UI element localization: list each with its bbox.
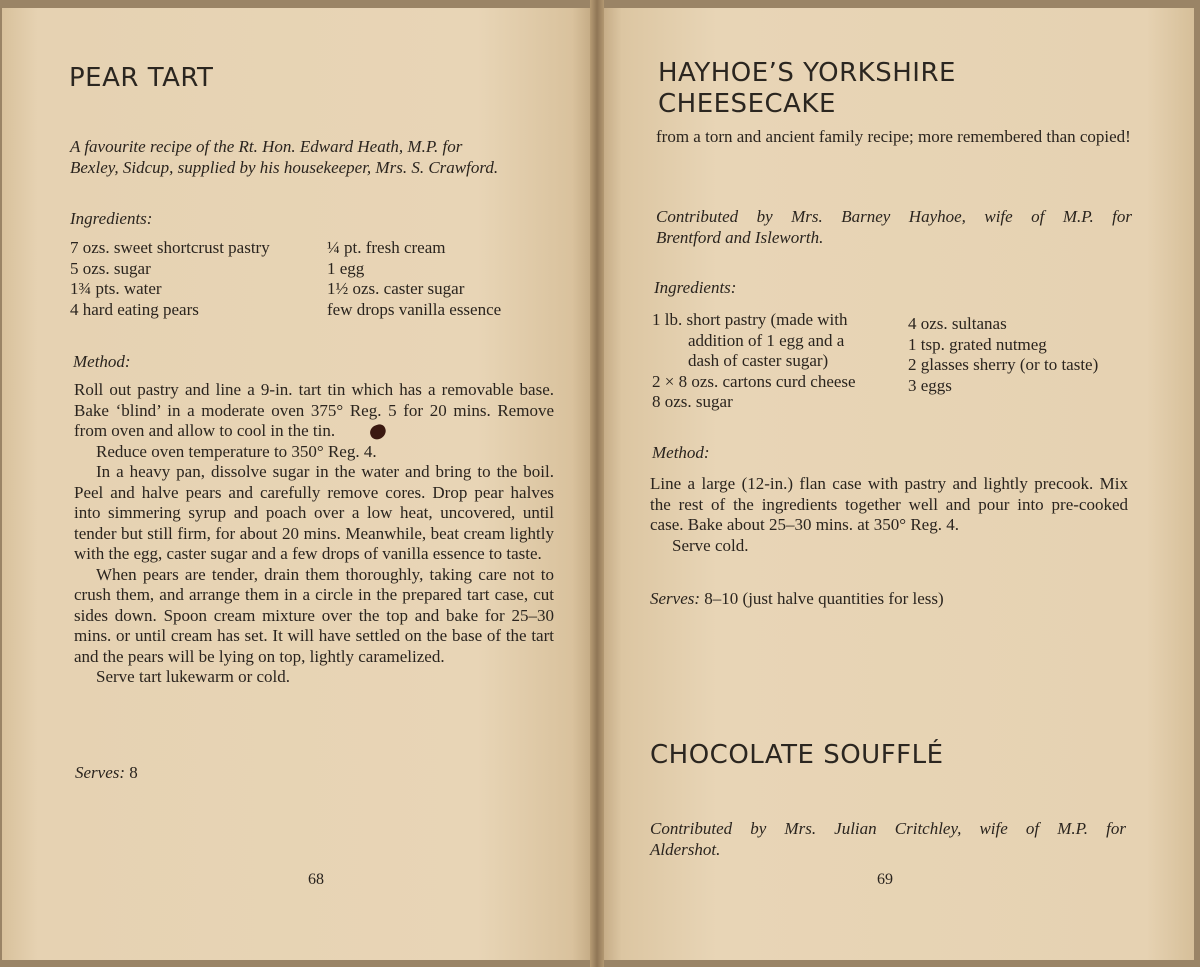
ingredient-item: 1½ ozs. caster sugar (327, 279, 465, 298)
cheesecake-contributor-line-2: Brentford and Isleworth. (656, 228, 824, 247)
ingredient-item: 3 eggs (908, 375, 952, 395)
ingredient-item: few drops vanilla essence (327, 299, 502, 319)
book-gutter (590, 0, 604, 967)
chocolate-souffle-title: CHOCOLATE SOUFFLÉ (650, 740, 944, 770)
cheesecake-title-line-1: HAYHOE’S YORKSHIRE (658, 58, 956, 88)
ingredient-item: addition of 1 egg and a (688, 330, 845, 350)
pear-tart-intro-line-2: Bexley, Sidcup, supplied by his housekeeper, Mrs. S. Crawford. (70, 158, 499, 177)
pear-tart-intro-line-1: A favourite recipe of the Rt. Hon. Edward Heath, M.P. for (70, 137, 463, 156)
cheesecake-ingredients-col-1 (652, 310, 856, 413)
pear-tart-ingredients-label: Ingredients: (70, 209, 153, 228)
page-number-left: 68 (308, 871, 324, 888)
cheesecake-contributor (656, 206, 1132, 248)
cheesecake-intro: from a torn and ancient family recipe; more remembered than copied! (656, 127, 1131, 146)
ingredient-item: 2 × 8 ozs. cartons curd cheese (652, 371, 856, 391)
cheesecake-serves (650, 589, 944, 610)
ingredient-item: 1 egg (327, 258, 365, 278)
cheesecake-title-line-2: CHEESECAKE (658, 89, 836, 119)
pear-tart-title: PEAR TART (69, 63, 214, 93)
ingredient-item: 4 ozs. sultanas (908, 314, 1007, 333)
cheesecake-ingredients-col-2 (908, 314, 1098, 396)
ingredient-item: 2 glasses sherry (or to taste) (908, 355, 1099, 374)
souffle-contributor-line-2: Aldershot. (650, 840, 721, 859)
page-number-right: 69 (877, 871, 893, 888)
cheesecake-title (658, 58, 956, 120)
pear-tart-intro (70, 136, 548, 178)
cheesecake-method-label: Method: (652, 443, 710, 462)
cheesecake-method (650, 474, 1128, 556)
serves-label: Serves: (650, 589, 701, 608)
ingredient-item: 1 tsp. grated nutmeg (908, 334, 1047, 354)
serves-value: 8–10 (just halve quantities for less) (704, 589, 944, 608)
pear-tart-ingredients-col-1 (70, 238, 270, 320)
pear-tart-ingredients-col-2 (327, 238, 501, 320)
cheesecake-contributor-line-1: Contributed by Mrs. Barney Hayhoe, wife of M.P. for (656, 207, 1132, 226)
ingredient-item: ¼ pt. fresh cream (327, 238, 446, 257)
cheesecake-ingredients-label: Ingredients: (654, 278, 737, 297)
method-paragraph: Reduce oven temperature to 350° Reg. 4. (96, 441, 377, 461)
pear-tart-serves (75, 763, 138, 784)
ingredient-item: dash of caster sugar) (688, 351, 829, 370)
serves-label: Serves: (75, 763, 126, 782)
ingredient-item: 7 ozs. sweet shortcrust pastry (70, 238, 270, 257)
method-paragraph: Serve tart lukewarm or cold. (96, 667, 291, 686)
pear-tart-method-label: Method: (73, 352, 131, 371)
ingredient-item: 1¾ pts. water (70, 279, 162, 298)
ingredient-item: 4 hard eating pears (70, 299, 199, 319)
serves-value: 8 (129, 763, 138, 782)
method-paragraph: Roll out pastry and line a 9-in. tart tin which has a removable base. Bake ‘blind’ in a moderate oven 375° Reg. 5 for 20 mins. Remove from oven and allow to cool in the tin. (74, 380, 554, 440)
method-paragraph: When pears are tender, drain them thoroughly, taking care not to crush them, and arrange them in a circle in the prepared tart case, cut sides down. Spoon cream mixture over the top and bake for 25–30 mins. or until cream has set. It will have settled on the base of the tart and the pears will be lying on top, lightly caramelized. (74, 564, 554, 666)
souffle-contributor-line-1: Contributed by Mrs. Julian Critchley, wife of M.P. for (650, 819, 1126, 838)
ingredient-item: 5 ozs. sugar (70, 258, 151, 278)
method-paragraph: Line a large (12-in.) flan case with pastry and lightly precook. Mix the rest of the ingredients together well and pour into pre-cooked case. Bake about 25–30 mins. at 350° Reg. 4. (650, 474, 1128, 534)
ingredient-item: 8 ozs. sugar (652, 392, 733, 411)
method-paragraph: In a heavy pan, dissolve sugar in the water and bring to the boil. Peel and halve pears and carefully remove cores. Drop pear halves into simmering syrup and poach over a low heat, uncovered, until tender but still firm, for about 20 mins. Meanwhile, beat cream lightly with the egg, caster sugar and a few drops of vanilla essence to taste. (74, 462, 554, 563)
ingredient-item: 1 lb. short pastry (made with (652, 310, 848, 329)
method-paragraph: Serve cold. (672, 535, 749, 555)
souffle-contributor (650, 818, 1126, 860)
pear-tart-method (74, 380, 554, 688)
